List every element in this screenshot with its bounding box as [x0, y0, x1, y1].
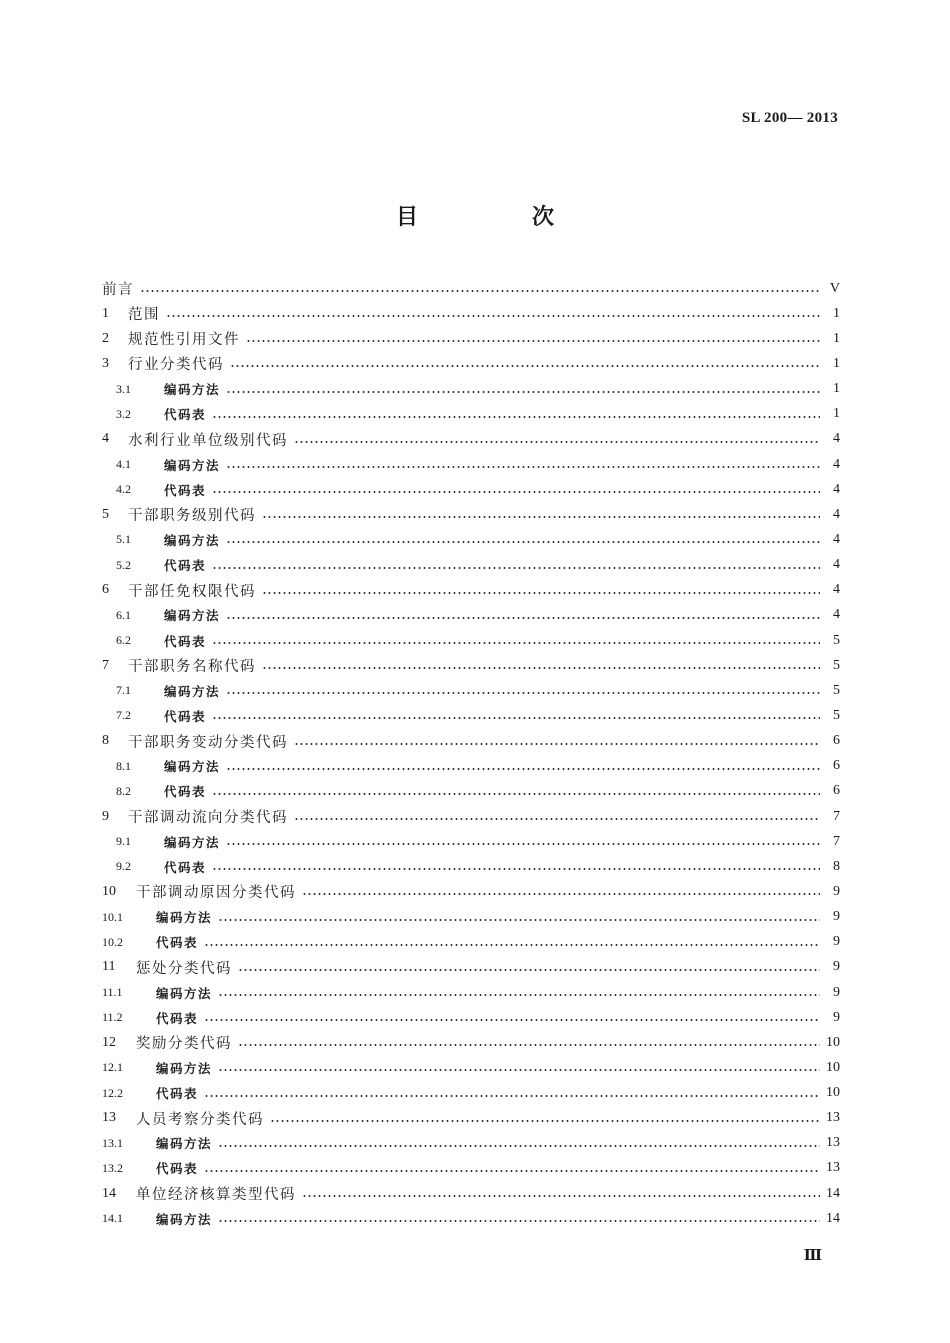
toc-entry-label: 代码表	[164, 708, 207, 724]
toc-entry-number: 3.1	[116, 381, 131, 396]
toc-entry-page: V	[829, 280, 840, 296]
dot-leader	[262, 667, 820, 669]
toc-entry-label: 编码方法	[164, 382, 221, 398]
toc-entry-number: 12.1	[102, 1060, 123, 1075]
dot-leader	[218, 919, 820, 921]
toc-entry-number: 6.2	[116, 633, 131, 648]
toc-entry-page: 13	[826, 1160, 840, 1176]
toc-entry-number: 4.1	[116, 457, 131, 472]
toc-subentry[interactable]	[102, 452, 840, 477]
toc-entry-number: 12	[102, 1034, 116, 1050]
toc-subentry[interactable]	[102, 1131, 840, 1156]
toc-subentry[interactable]	[102, 678, 840, 703]
toc-entry-page: 14	[826, 1210, 840, 1226]
toc-entry-page: 9	[833, 883, 840, 899]
toc-entry-number: 14	[102, 1185, 116, 1201]
toc-entry-label: 编码方法	[164, 759, 221, 775]
toc-entry[interactable]	[102, 955, 840, 980]
toc-entry-number: 13.1	[102, 1135, 123, 1150]
toc-entry-number: 5.1	[116, 532, 131, 547]
toc-entry-number: 11.2	[102, 1010, 123, 1025]
toc-entry-page: 1	[833, 355, 840, 371]
toc-entry-label: 代码表	[156, 1086, 199, 1102]
toc-entry-page: 9	[833, 984, 840, 1000]
toc-entry-label: 编码方法	[156, 1211, 213, 1227]
toc-entry-page: 7	[833, 808, 840, 824]
toc-entry-label: 编码方法	[164, 834, 221, 850]
dot-leader	[262, 516, 820, 518]
toc-entry-label: 范围	[128, 307, 160, 324]
toc-entry-number: 5	[102, 506, 109, 522]
toc-entry[interactable]	[102, 276, 840, 301]
toc-entry-page: 13	[826, 1110, 840, 1126]
toc-entry-number: 8	[102, 733, 109, 749]
toc-entry-number: 9.1	[116, 834, 131, 849]
page-number: Ⅲ	[803, 1248, 822, 1264]
toc-entry-page: 9	[833, 934, 840, 950]
toc-entry-page: 13	[826, 1135, 840, 1151]
toc-entry-page: 7	[833, 833, 840, 849]
dot-leader	[230, 365, 820, 367]
toc-entry-label: 编码方法	[156, 1136, 213, 1152]
toc-entry-page: 14	[826, 1185, 840, 1201]
toc-entry[interactable]	[102, 1106, 840, 1131]
toc-entry-label: 代码表	[164, 633, 207, 649]
toc-entry[interactable]	[102, 729, 840, 754]
dot-leader	[204, 1170, 820, 1172]
toc-entry-label: 代码表	[164, 407, 207, 423]
dot-leader	[218, 1069, 820, 1071]
dot-leader	[226, 692, 820, 694]
toc-entry-label: 惩处分类代码	[136, 960, 232, 977]
toc-entry[interactable]	[102, 301, 840, 326]
toc-entry-label: 干部职务名称代码	[128, 659, 256, 676]
toc-entry-number: 8.1	[116, 758, 131, 773]
toc-subentry[interactable]	[102, 1055, 840, 1080]
toc-subentry[interactable]	[102, 402, 840, 427]
toc-entry-label: 编码方法	[156, 910, 213, 926]
dot-leader	[218, 994, 820, 996]
toc-entry-number: 11	[102, 959, 116, 975]
toc-entry-page: 5	[833, 632, 840, 648]
toc-entry-label: 行业分类代码	[128, 357, 224, 374]
toc-subentry[interactable]	[102, 628, 840, 653]
toc-subentry[interactable]	[102, 527, 840, 552]
toc-entry-page: 4	[833, 531, 840, 547]
dot-leader	[212, 793, 820, 795]
toc-entry-number: 6	[102, 582, 109, 598]
toc-entry-label: 单位经济核算类型代码	[136, 1187, 296, 1204]
toc-entry-number: 5.2	[116, 557, 131, 572]
toc-subentry[interactable]	[102, 1081, 840, 1106]
toc-subentry[interactable]	[102, 980, 840, 1005]
toc-entry-label: 编码方法	[164, 532, 221, 548]
toc-entry-label: 编码方法	[164, 457, 221, 473]
dot-leader	[238, 969, 820, 971]
toc-entry-number: 12.2	[102, 1085, 123, 1100]
toc-subentry[interactable]	[102, 779, 840, 804]
dot-leader	[212, 567, 820, 569]
toc-entry-page: 5	[833, 657, 840, 673]
toc-entry-number: 7	[102, 657, 109, 673]
toc-entry-number: 4.2	[116, 482, 131, 497]
toc-entry-page: 1	[833, 406, 840, 422]
toc-subentry[interactable]	[102, 854, 840, 879]
toc-entry-page: 10	[826, 1059, 840, 1075]
dot-leader	[270, 1120, 820, 1122]
toc-entry-page: 4	[833, 582, 840, 598]
toc-entry-number: 1	[102, 305, 109, 321]
toc-entry-page: 1	[833, 381, 840, 397]
dot-leader	[294, 743, 820, 745]
dot-leader	[140, 290, 820, 292]
toc-entry[interactable]	[102, 1030, 840, 1055]
toc-entry-page: 1	[833, 305, 840, 321]
toc-entry-page: 5	[833, 707, 840, 723]
toc-entry-label: 编码方法	[156, 1060, 213, 1076]
toc-entry-page: 5	[833, 682, 840, 698]
toc-subentry[interactable]	[102, 703, 840, 728]
dot-leader	[226, 768, 820, 770]
dot-leader	[204, 944, 820, 946]
dot-leader	[212, 416, 820, 418]
toc-entry-number: 6.1	[116, 607, 131, 622]
toc-entry-label: 编码方法	[164, 608, 221, 624]
toc-subentry[interactable]	[102, 1206, 840, 1231]
toc-entry-number: 2	[102, 330, 109, 346]
dot-leader	[302, 893, 820, 895]
dot-leader	[212, 717, 820, 719]
toc-subentry[interactable]	[102, 377, 840, 402]
toc-entry-page: 10	[826, 1034, 840, 1050]
toc-entry-page: 6	[833, 733, 840, 749]
toc-entry-label: 奖励分类代码	[136, 1036, 232, 1053]
dot-leader	[218, 1220, 820, 1222]
dot-leader	[212, 868, 820, 870]
dot-leader	[246, 340, 820, 342]
toc-entry[interactable]	[102, 879, 840, 904]
toc-entry-page: 4	[833, 431, 840, 447]
toc-entry-number: 3.2	[116, 406, 131, 421]
toc-entry-page: 4	[833, 557, 840, 573]
dot-leader	[302, 1195, 820, 1197]
dot-leader	[262, 592, 820, 594]
toc-subentry[interactable]	[102, 1156, 840, 1181]
toc-subentry[interactable]	[102, 477, 840, 502]
toc-entry-label: 前言	[102, 282, 134, 299]
dot-leader	[204, 1095, 820, 1097]
toc-entry-label: 代码表	[156, 1010, 199, 1026]
toc-entry[interactable]	[102, 427, 840, 452]
toc-subentry[interactable]	[102, 603, 840, 628]
toc-entry-number: 8.2	[116, 783, 131, 798]
page-title: 目 次	[395, 205, 600, 230]
toc-entry-label: 人员考察分类代码	[136, 1111, 264, 1128]
toc-entry-page: 1	[833, 330, 840, 346]
toc-entry-label: 规范性引用文件	[128, 332, 240, 349]
toc-entry[interactable]	[102, 578, 840, 603]
table-of-contents	[102, 276, 840, 1231]
toc-subentry[interactable]	[102, 553, 840, 578]
toc-entry-label: 代码表	[164, 482, 207, 498]
dot-leader	[204, 1019, 820, 1021]
toc-entry-page: 8	[833, 858, 840, 874]
toc-entry-label: 干部职务变动分类代码	[128, 734, 288, 751]
toc-entry-page: 9	[833, 1009, 840, 1025]
toc-entry-number: 9	[102, 808, 109, 824]
toc-entry-page: 4	[833, 506, 840, 522]
toc-entry-label: 代码表	[164, 784, 207, 800]
toc-entry-number: 10	[102, 883, 116, 899]
dot-leader	[294, 441, 820, 443]
toc-entry-number: 14.1	[102, 1211, 123, 1226]
toc-subentry[interactable]	[102, 930, 840, 955]
toc-entry-label: 干部职务级别代码	[128, 508, 256, 525]
toc-entry-label: 水利行业单位级别代码	[128, 432, 288, 449]
toc-entry-number: 10.2	[102, 934, 123, 949]
toc-entry-number: 4	[102, 431, 109, 447]
standard-code: SL 200— 2013	[741, 110, 838, 126]
toc-entry[interactable]	[102, 653, 840, 678]
toc-entry[interactable]	[102, 326, 840, 351]
toc-entry-label: 干部调动流向分类代码	[128, 810, 288, 827]
toc-entry[interactable]	[102, 1181, 840, 1206]
toc-entry-page: 4	[833, 481, 840, 497]
toc-entry-label: 干部任免权限代码	[128, 583, 256, 600]
toc-subentry[interactable]	[102, 754, 840, 779]
toc-entry-page: 6	[833, 758, 840, 774]
toc-entry-page: 10	[826, 1085, 840, 1101]
toc-entry-page: 9	[833, 959, 840, 975]
toc-entry-number: 3	[102, 355, 109, 371]
toc-entry-label: 编码方法	[156, 985, 213, 1001]
toc-entry-label: 代码表	[164, 558, 207, 574]
dot-leader	[238, 1044, 820, 1046]
toc-entry-number: 11.1	[102, 985, 123, 999]
dot-leader	[212, 491, 820, 493]
toc-entry-number: 7.1	[116, 683, 131, 698]
toc-entry-label: 代码表	[164, 859, 207, 875]
toc-entry[interactable]	[102, 804, 840, 829]
toc-entry[interactable]	[102, 502, 840, 527]
toc-entry-page: 9	[833, 909, 840, 925]
toc-entry-number: 13	[102, 1110, 116, 1126]
dot-leader	[294, 818, 820, 820]
toc-entry-label: 代码表	[156, 935, 199, 951]
dot-leader	[212, 642, 820, 644]
toc-entry-number: 13.2	[102, 1160, 123, 1175]
toc-subentry[interactable]	[102, 905, 840, 930]
dot-leader	[226, 617, 820, 619]
toc-entry[interactable]	[102, 351, 840, 376]
toc-entry-label: 干部调动原因分类代码	[136, 885, 296, 902]
toc-entry-number: 9.2	[116, 859, 131, 874]
toc-entry-page: 4	[833, 456, 840, 472]
dot-leader	[226, 843, 820, 845]
toc-subentry[interactable]	[102, 829, 840, 854]
toc-entry-label: 代码表	[156, 1161, 199, 1177]
toc-entry-number: 7.2	[116, 708, 131, 723]
dot-leader	[226, 466, 820, 468]
dot-leader	[226, 391, 820, 393]
toc-entry-label: 编码方法	[164, 683, 221, 699]
dot-leader	[166, 315, 820, 317]
toc-entry-page: 6	[833, 783, 840, 799]
toc-entry-number: 10.1	[102, 909, 123, 924]
toc-entry-page: 4	[833, 607, 840, 623]
dot-leader	[226, 541, 820, 543]
dot-leader	[218, 1145, 820, 1147]
toc-subentry[interactable]	[102, 1005, 840, 1030]
